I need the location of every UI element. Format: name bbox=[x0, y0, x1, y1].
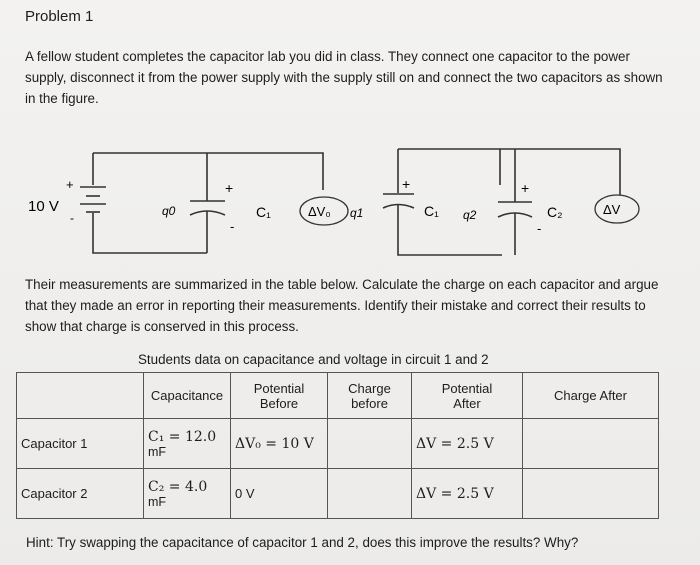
capacitance-cell: C₁ = 12.0 mF bbox=[144, 419, 231, 469]
supply-label: 10 V bbox=[28, 198, 59, 215]
hint-text: Hint: Try swapping the capacitance of capacitor 1 and 2, does this improve the results? Why? bbox=[26, 535, 579, 550]
charge-before-cell bbox=[328, 469, 412, 519]
measurements-table bbox=[16, 372, 659, 519]
meter1-label: ΔV₀ bbox=[308, 204, 331, 219]
wire-top-2b bbox=[500, 149, 620, 195]
c1-label: C₁ bbox=[256, 204, 271, 220]
header-potential-after: Potential After bbox=[412, 373, 523, 419]
cap1-plus: + bbox=[225, 180, 234, 196]
q2-label: q2 bbox=[463, 208, 477, 222]
header-charge-after: Charge After bbox=[523, 373, 659, 419]
row-label: Capacitor 1 bbox=[17, 419, 144, 469]
charge-after-cell bbox=[523, 469, 659, 519]
wire-top-2 bbox=[398, 149, 500, 185]
row-label: Capacitor 2 bbox=[17, 469, 144, 519]
intro-paragraph: A fellow student completes the capacitor lab you did in class. They connect one capacitor to the power supply, disconnect it from the power supply with the supply still on and connect the two capacitors as shown in the figure. bbox=[25, 49, 663, 106]
header-potential-before: Potential Before bbox=[231, 373, 328, 419]
summary-paragraph: Their measurements are summarized in the table below. Calculate the charge on each capacitor and argue that they made an error in reporting their measurements. Identify their mistake and correct their results to show that charge is conserved in this process. bbox=[25, 277, 659, 334]
battery-minus: - bbox=[70, 211, 74, 225]
header-charge-before: Charge before bbox=[328, 373, 412, 419]
q0-label: q0 bbox=[162, 204, 176, 218]
table-header-row bbox=[17, 373, 659, 419]
circuit-figure bbox=[0, 145, 700, 265]
potential-after-cell: ΔV = 2.5 V bbox=[412, 469, 523, 519]
problem-title: Problem 1 bbox=[25, 8, 94, 25]
header-empty bbox=[17, 373, 144, 419]
charge-after-cell bbox=[523, 419, 659, 469]
cap2-plus: + bbox=[521, 180, 530, 196]
battery-plus: + bbox=[66, 177, 74, 192]
table-row bbox=[17, 469, 659, 519]
wire-top-1 bbox=[93, 153, 323, 190]
c1b-label: C₁ bbox=[424, 203, 439, 219]
potential-before-cell: 0 V bbox=[231, 469, 328, 519]
potential-before-cell: ΔV₀ = 10 V bbox=[231, 419, 328, 469]
c1b-plus: + bbox=[402, 176, 411, 192]
potential-after-cell: ΔV = 2.5 V bbox=[412, 419, 523, 469]
c2-label: C₂ bbox=[547, 204, 563, 220]
capacitance-cell: C₂ = 4.0 mF bbox=[144, 469, 231, 519]
cap2-minus: - bbox=[537, 221, 542, 236]
cap1-minus: - bbox=[230, 219, 235, 234]
table-caption: Students data on capacitance and voltage in circuit 1 and 2 bbox=[138, 352, 489, 367]
meter2-label: ΔV bbox=[603, 202, 621, 217]
q1-label: q1 bbox=[350, 206, 364, 220]
header-capacitance: Capacitance bbox=[144, 373, 231, 419]
wire-bottom-2 bbox=[398, 205, 502, 255]
table-row bbox=[17, 419, 659, 469]
wire-bottom-1 bbox=[93, 213, 207, 253]
charge-before-cell bbox=[328, 419, 412, 469]
